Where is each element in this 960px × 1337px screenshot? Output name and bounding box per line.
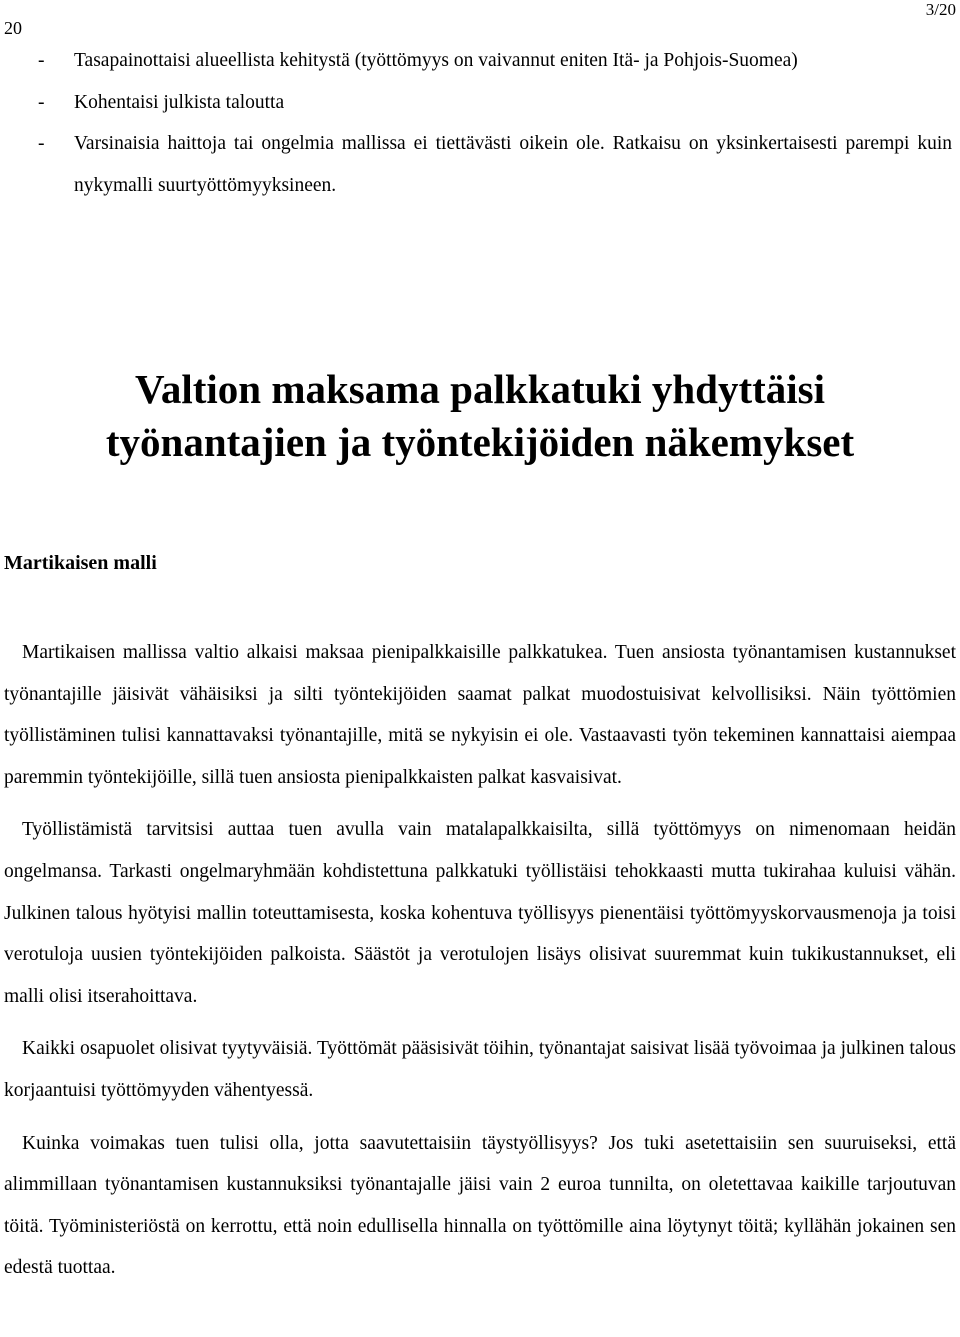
article-title-line-2: työnantajien ja työntekijöiden näkemykset: [105, 419, 855, 465]
article-title: [0, 363, 960, 469]
bullet-text: Varsinaisia haittoja tai ongelmia mallissa ei tiettävästi oikein ole. Ratkaisu on yksinkertaisesti parempi kuin nykymalli suurtyöttömyyksineen.: [74, 133, 952, 196]
bullet-dash: -: [38, 133, 45, 154]
bullet-text: Tasapainottaisi alueellista kehitystä (työttömyys on vaivannut eniten Itä- ja Pohjois-Suomea): [74, 50, 798, 71]
article-title-line-1: Valtion maksama palkkatuki yhdyttäisi: [135, 366, 825, 412]
bullet-dash: -: [38, 91, 45, 113]
paragraph: Työllistämistä tarvitsisi auttaa tuen avulla vain matalapalkkaisilta, sillä työttömyys on nimenomaan heidän ongelmansa. Tarkasti ongelmaryhmään kohdistettuna palkkatuki työllistäisi tehokkaasti mutta tukirahaa kuluisi vähän. Julkinen talous hyötyisi mallin toteuttamisesta, koska kohentuva työllisyys pienentäisi työttömyyskorvausmenoja ja toisi verotuloja uusien työntekijöiden palkoista. Säästöt ja verotulojen lisäys olisivat suuremmat kuin tukikustannukset, eli malli olisi itserahoittava.: [4, 819, 956, 1007]
page-reference: 3/20: [925, 0, 956, 19]
list-item: [0, 82, 960, 124]
section-heading: Martikaisen malli: [4, 552, 157, 574]
paragraph: Kuinka voimakas tuen tulisi olla, jotta saavutettaisiin täystyöllisyys? Jos tuki asetettaisiin sen suuruiseksi, että alimmillaan työnantamisen kustannuksiksi työnantajalle jäisi vain 2 euroa tunnilta, on oletettavaa kaikille tarjoutuvan töitä. Työministeriöstä on kerrottu, että noin edullisella hinnalla on työttömille aina löytynyt töitä; kyllähän jokainen sen edestä tuottaa.: [4, 1132, 956, 1279]
bullet-text: Kohentaisi julkista taloutta: [74, 91, 285, 113]
list-item: [0, 123, 960, 206]
page-number: 20: [4, 18, 22, 38]
body-text: [4, 632, 956, 1300]
paragraph: Kaikki osapuolet olisivat tyytyväisiä. Työttömät pääsisivät töihin, työnantajat saisivat lisää työvoimaa ja julkinen talous korjaantuisi työttömyyden vähentyessä.: [4, 1038, 956, 1101]
list-item: [0, 40, 960, 82]
bullet-list: [0, 40, 960, 206]
paragraph: Martikaisen mallissa valtio alkaisi maksaa pienipalkkaisille palkkatukea. Tuen ansiosta työnantamisen kustannukset työnantajille jäisivät vähäisiksi ja silti työntekijöiden saamat palkat muodostuisivat kelvollisiksi. Näin työttömien työllistäminen tulisi kannattavaksi työnantajille, mitä se nykyisin ei ole. Vastaavasti työn tekeminen kannattaisi aiempaa paremmin työntekijöille, sillä tuen ansiosta pienipalkkaisten palkat kasvaisivat.: [4, 642, 956, 788]
bullet-dash: -: [38, 50, 45, 71]
